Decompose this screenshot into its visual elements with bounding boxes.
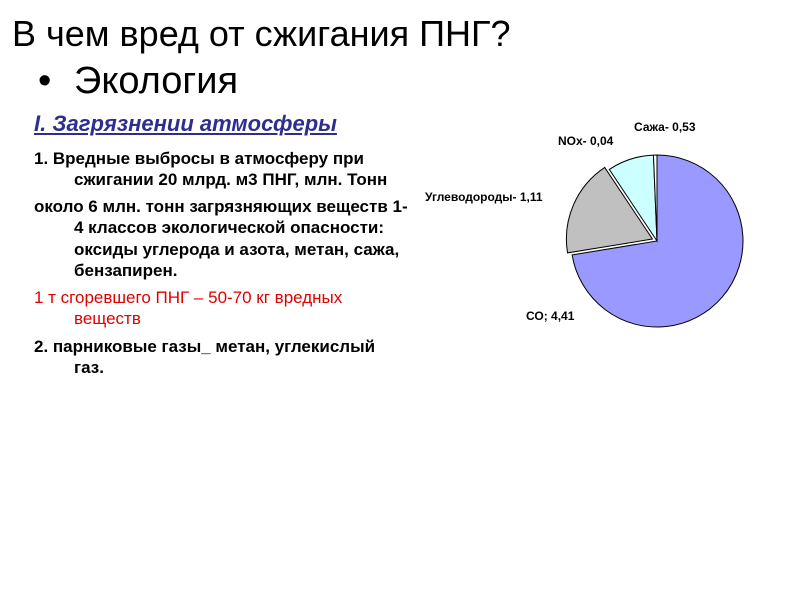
bullet-dot-icon: • — [38, 60, 52, 102]
paragraph-emissions: 1. Вредные выбросы в атмосферу при сжигании 20 млрд. м3 ПНГ, млн. Тонн — [34, 148, 388, 189]
pie-chart — [420, 100, 780, 340]
paragraph-pollutants: около 6 млн. тонн загрязняющих веществ 1-4 классов экологической опасности: оксиды углерода и азота, метан, сажа, бензапирен. — [34, 197, 408, 280]
label-nox: NOx- 0,04 — [558, 134, 614, 148]
slide-title: В чем вред от сжигания ПНГ? — [12, 13, 511, 54]
paragraph-greenhouse: 2. парниковые газы_ метан, углекислый газ. — [34, 336, 376, 377]
label-soot: Сажа- 0,53 — [634, 120, 696, 134]
label-co: СО; 4,41 — [526, 309, 575, 323]
bullet-ecology — [38, 60, 238, 103]
text-content — [34, 110, 409, 384]
label-hydrocarbons: Углеводороды- 1,11 — [425, 190, 543, 204]
section-heading: I. Загрязнении атмосферы — [34, 111, 337, 136]
paragraph-ratio: 1 т сгоревшего ПНГ – 50-70 кг вредных веществ — [34, 288, 343, 329]
bullet-text: Экология — [74, 60, 239, 102]
